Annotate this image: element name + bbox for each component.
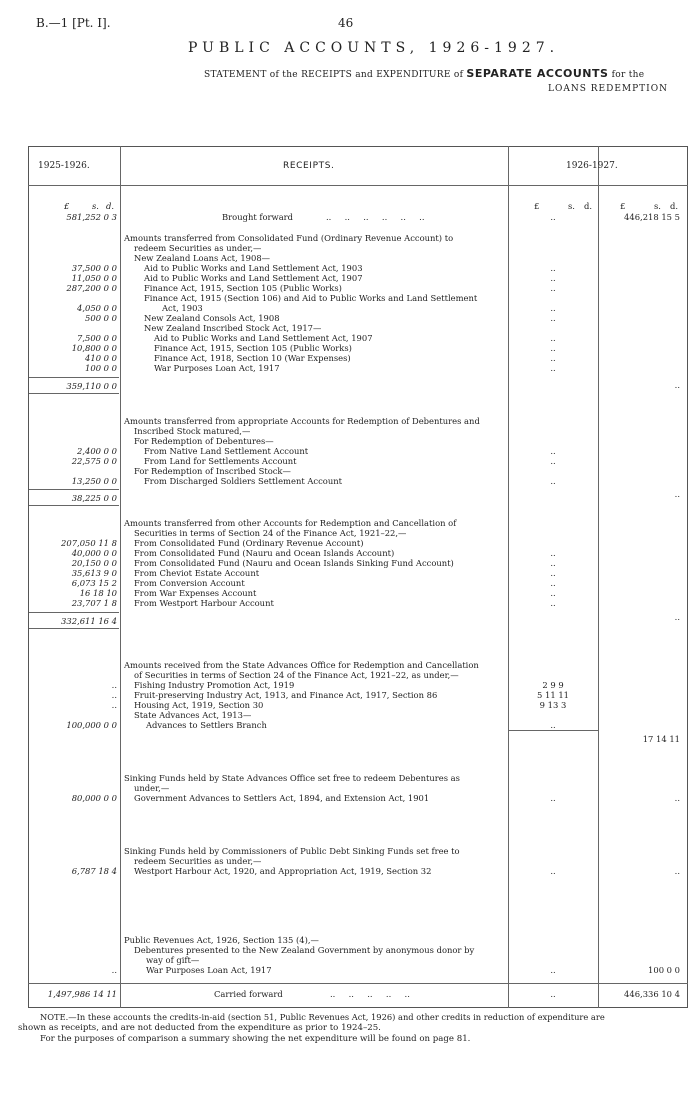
section2-value: 22,575 0 0	[71, 456, 117, 466]
section3-value: 23,707 1 8	[71, 598, 117, 608]
section7-heading-cont: way of gift—	[146, 955, 200, 965]
section3-line: From Consolidated Fund (Nauru and Ocean Islands Sinking Fund Account)	[134, 558, 454, 568]
section6-heading-cont: redeem Securities as under,—	[134, 856, 262, 866]
section2-line: For Redemption of Debentures—	[134, 436, 274, 446]
section3-value: 35,613 9 0	[71, 568, 117, 578]
subtotal-rule	[508, 730, 598, 731]
page-title: PUBLIC ACCOUNTS, 1926-1927.	[188, 40, 560, 56]
column-header-receipts: RECEIPTS.	[283, 161, 335, 171]
section1-line: New Zealand Loans Act, 1908—	[134, 253, 271, 263]
subtitle-suffix: for the	[611, 70, 645, 80]
dots: ..	[550, 866, 556, 876]
section5-heading-cont: under,—	[134, 783, 170, 793]
dots: ..	[111, 690, 117, 700]
unit-pound: £	[64, 201, 70, 211]
section5-heading: Sinking Funds held by State Advances Office set free to redeem Debentures as	[124, 773, 460, 783]
dots: ..	[550, 793, 556, 803]
brought-forward-cur: 446,218 15 5	[624, 212, 680, 222]
dots: ..	[550, 303, 556, 313]
unit-shilling: s.	[568, 201, 575, 211]
section1-value: 100 0 0	[85, 363, 117, 373]
section3-value: 20,150 0 0	[71, 558, 117, 568]
section1-value: 500 0 0	[85, 313, 117, 323]
section1-line: New Zealand Consols Act, 1908	[144, 313, 280, 323]
dots: ..	[550, 598, 556, 608]
leader-dots: .. .. .. .. ..	[330, 989, 410, 999]
section7-cur: 100 0 0	[648, 965, 680, 975]
unit-shilling: s.	[654, 201, 661, 211]
dots: ..	[550, 353, 556, 363]
section3-line: From Conversion Account	[134, 578, 245, 588]
section3-value: 16 18 10	[79, 588, 117, 598]
section3-line: From War Expenses Account	[134, 588, 257, 598]
section4-mid-value: 2 9 9	[542, 680, 564, 690]
dots: ..	[550, 313, 556, 323]
header-divider	[28, 185, 688, 186]
dots: ..	[674, 866, 680, 876]
section3-value: 207,050 11 8	[61, 538, 117, 548]
section2-line: From Native Land Settlement Account	[144, 446, 309, 456]
section3-heading-cont: Securities in terms of Section 24 of the Finance Act, 1921–22,—	[134, 528, 407, 538]
unit-pence: d.	[584, 201, 593, 211]
section3-heading: Amounts transferred from other Accounts for Redemption and Cancellation of	[124, 518, 457, 528]
footnote-line1: NOTE.—In these accounts the credits-in-aid (section 51, Public Revenues Act, 1926) and other credits in reduction of expenditure are	[40, 1012, 605, 1022]
section4-line: Housing Act, 1919, Section 30	[134, 700, 264, 710]
section2-heading-cont: Inscribed Stock matured,—	[134, 426, 251, 436]
section6-line: Westport Harbour Act, 1920, and Appropriation Act, 1919, Section 32	[134, 866, 432, 876]
section5-line: Government Advances to Settlers Act, 1894, and Extension Act, 1901	[134, 793, 430, 803]
brought-forward-mid: ..	[550, 212, 556, 222]
carried-forward-label: Carried forward	[214, 989, 283, 999]
dots: ..	[550, 548, 556, 558]
section4-line: Advances to Settlers Branch	[146, 720, 267, 730]
section4-mid-value: 9 13 3	[539, 700, 567, 710]
dots: ..	[550, 965, 556, 975]
dots: ..	[674, 380, 680, 390]
section5-prev: 80,000 0 0	[71, 793, 117, 803]
section4-line: State Advances Act, 1913—	[134, 710, 252, 720]
dots: ..	[550, 578, 556, 588]
statement-subtitle-line2: LOANS REDEMPTION	[548, 84, 668, 94]
section3-line: From Cheviot Estate Account	[134, 568, 260, 578]
section3-line: From Consolidated Fund (Nauru and Ocean Islands Account)	[134, 548, 395, 558]
section1-value: 11,050 0 0	[71, 273, 117, 283]
section1-value: 37,500 0 0	[71, 263, 117, 273]
section4-line: Fishing Industry Promotion Act, 1919	[134, 680, 295, 690]
section2-line: From Discharged Soldiers Settlement Account	[144, 476, 342, 486]
section7-line: War Purposes Loan Act, 1917	[146, 965, 272, 975]
dots: ..	[674, 489, 680, 499]
subtotal-rule	[29, 489, 119, 490]
section3-value: 40,000 0 0	[71, 548, 117, 558]
subtitle-prefix: STATEMENT of the RECEIPTS and EXPENDITURE of	[204, 70, 464, 80]
footnote-line3: For the purposes of comparison a summary showing the net expenditure will be found on page 81.	[40, 1034, 471, 1044]
dots: ..	[550, 568, 556, 578]
carried-forward-cur: 446,336 10 4	[624, 989, 680, 999]
unit-pence: d.	[670, 201, 679, 211]
subtotal-rule	[29, 612, 119, 613]
footer-divider	[28, 983, 688, 984]
section1-value: 410 0 0	[85, 353, 117, 363]
dots: ..	[674, 612, 680, 622]
dots: ..	[550, 283, 556, 293]
unit-pence: d.	[106, 201, 115, 211]
unit-shilling: s.	[92, 201, 99, 211]
dots: ..	[550, 363, 556, 373]
section1-line: New Zealand Inscribed Stock Act, 1917—	[144, 323, 322, 333]
dots: ..	[550, 558, 556, 568]
dots: ..	[674, 793, 680, 803]
leader-dots: .. .. .. .. .. ..	[326, 212, 425, 222]
dots: ..	[550, 588, 556, 598]
section1-value: 7,500 0 0	[77, 333, 117, 343]
unit-pound: £	[534, 201, 540, 211]
dots: ..	[111, 965, 117, 975]
dots: ..	[550, 720, 556, 730]
section6-prev: 6,787 18 4	[71, 866, 117, 876]
section2-heading: Amounts transferred from appropriate Accounts for Redemption of Debentures and	[124, 416, 480, 426]
dots: ..	[550, 263, 556, 273]
dots: ..	[550, 333, 556, 343]
section4-cur: 17 14 11	[642, 734, 680, 744]
dots: ..	[550, 456, 556, 466]
section1-value: 287,200 0 0	[66, 283, 117, 293]
section2-total: 38,225 0 0	[71, 493, 117, 503]
dots: ..	[550, 273, 556, 283]
brought-forward-label: Brought forward	[222, 212, 294, 222]
dots: ..	[550, 476, 556, 486]
footnote-line2: shown as receipts, and are not deducted from the expenditure as prior to 1924–25.	[18, 1023, 381, 1033]
section1-line: Finance Act, 1918, Section 10 (War Expenses)	[154, 353, 351, 363]
section4-heading: Amounts received from the State Advances Office for Redemption and Cancellation	[124, 660, 479, 670]
section4-line: Fruit-preserving Industry Act, 1913, and Finance Act, 1917, Section 86	[134, 690, 438, 700]
section7-heading: Public Revenues Act, 1926, Section 135 (4),—	[124, 935, 319, 945]
dots: ..	[111, 700, 117, 710]
section4-prev: 100,000 0 0	[66, 720, 117, 730]
section1-line: Aid to Public Works and Land Settlement Act, 1903	[144, 263, 363, 273]
section1-line: Finance Act, 1915 (Section 106) and Aid to Public Works and Land Settlement	[144, 293, 478, 303]
page-number: 46	[338, 16, 354, 30]
section4-mid-value: 5 11 11	[537, 690, 569, 700]
section2-line: For Redemption of Inscribed Stock—	[134, 466, 291, 476]
unit-pound: £	[620, 201, 626, 211]
section1-line: Act, 1903	[162, 303, 203, 313]
section3-line: From Westport Harbour Account	[134, 598, 274, 608]
section1-line: Finance Act, 1915, Section 105 (Public Works)	[144, 283, 342, 293]
subtotal-rule	[29, 377, 119, 378]
statement-subtitle	[204, 67, 644, 80]
section3-total: 332,611 16 4	[61, 616, 117, 626]
column-header-1925: 1925-1926.	[38, 161, 90, 171]
section1-line: Aid to Public Works and Land Settlement Act, 1907	[144, 273, 363, 283]
dots: ..	[550, 446, 556, 456]
carried-forward-prev: 1,497,986 14 11	[47, 989, 117, 999]
dots: ..	[550, 343, 556, 353]
document-reference: B.—1 [Pt. I].	[36, 16, 111, 30]
section3-value: 6,073 15 2	[71, 578, 117, 588]
brought-forward-prev: 581,252 0 3	[66, 212, 117, 222]
section6-heading: Sinking Funds held by Commissioners of Public Debt Sinking Funds set free to	[124, 846, 460, 856]
section1-line: Aid to Public Works and Land Settlement Act, 1907	[154, 333, 373, 343]
section4-heading-cont: of Securities in terms of Section 24 of the Finance Act, 1921–22, as under,—	[134, 670, 459, 680]
subtotal-rule	[29, 505, 119, 506]
carried-forward-mid: ..	[550, 989, 556, 999]
column-header-1926: 1926-1927.	[566, 161, 618, 171]
section7-heading-cont: Debentures presented to the New Zealand Government by anonymous donor by	[134, 945, 475, 955]
subtotal-rule	[29, 628, 119, 629]
subtitle-bold: SEPARATE ACCOUNTS	[466, 67, 609, 80]
section1-heading: Amounts transferred from Consolidated Fund (Ordinary Revenue Account) to	[124, 233, 454, 243]
column-divider	[120, 146, 121, 1008]
section1-line: War Purposes Loan Act, 1917	[154, 363, 280, 373]
section1-line: Finance Act, 1915, Section 105 (Public Works)	[154, 343, 352, 353]
section1-heading-cont: redeem Securities as under,—	[134, 243, 262, 253]
section1-value: 10,800 0 0	[71, 343, 117, 353]
section2-line: From Land for Settlements Account	[144, 456, 297, 466]
section1-total: 359,110 0 0	[66, 381, 117, 391]
dots: ..	[111, 680, 117, 690]
subtotal-rule	[29, 393, 119, 394]
section2-value: 2,400 0 0	[77, 446, 117, 456]
section2-value: 13,250 0 0	[71, 476, 117, 486]
section1-value: 4,050 0 0	[77, 303, 117, 313]
section3-line: From Consolidated Fund (Ordinary Revenue Account)	[134, 538, 364, 548]
column-divider	[598, 146, 599, 1008]
